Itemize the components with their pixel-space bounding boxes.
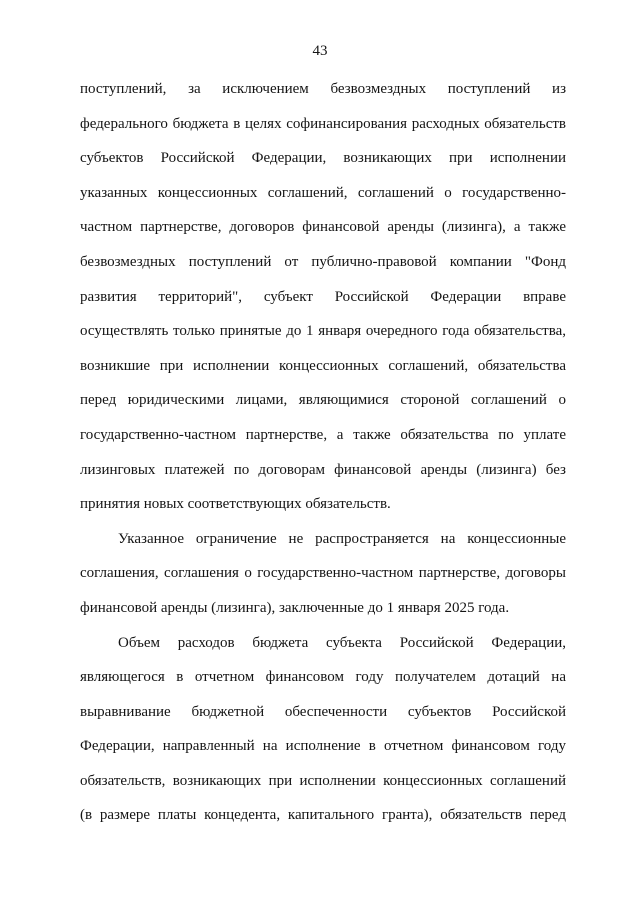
text-line: обязательств, возникающих при исполнении концессионных соглашений: [80, 772, 566, 789]
text-line: выравнивание бюджетной обеспеченности субъектов Российской: [80, 703, 566, 720]
text-line: субъектов Российской Федерации, возникающих при исполнении: [80, 150, 566, 167]
text-line: являющегося в отчетном финансовом году получателем дотаций на: [80, 669, 566, 686]
text-line: Федерации, направленный на исполнение в отчетном финансовом году: [80, 738, 566, 755]
text-line: возникшие при исполнении концессионных соглашений, обязательства: [80, 357, 566, 374]
text-line: частном партнерстве, договоров финансовой аренды (лизинга), а также: [80, 219, 566, 236]
text-line: соглашения, соглашения о государственно-частном партнерстве, договоры: [80, 565, 566, 582]
text-line: Указанное ограничение не распространяется на концессионные: [118, 530, 566, 547]
text-line: указанных концессионных соглашений, соглашений о государственно-: [80, 184, 566, 201]
text-line: перед юридическими лицами, являющимися стороной соглашений о: [80, 392, 566, 409]
text-line: государственно-частном партнерстве, а также обязательства по уплате: [80, 426, 566, 443]
text-line: принятия новых соответствующих обязательств.: [80, 496, 391, 513]
text-line: лизинговых платежей по договорам финансовой аренды (лизинга) без: [80, 461, 566, 478]
text-line: федерального бюджета в целях софинансирования расходных обязательств: [80, 115, 566, 132]
text-line: (в размере платы концедента, капитального гранта), обязательств перед: [80, 807, 566, 824]
document-body: [80, 79, 566, 840]
text-line: безвозмездных поступлений от публично-правовой компании "Фонд: [80, 253, 566, 270]
text-line: финансовой аренды (лизинга), заключенные до 1 января 2025 года.: [80, 599, 510, 616]
page-number: 43: [312, 43, 328, 59]
text-line: осуществлять только принятые до 1 января очередного года обязательства,: [80, 323, 566, 340]
text-line: Объем расходов бюджета субъекта Российской Федерации,: [118, 634, 566, 651]
text-line: развития территорий", субъект Российской Федерации вправе: [80, 288, 566, 305]
text-line: поступлений, за исключением безвозмездных поступлений из: [80, 81, 566, 97]
